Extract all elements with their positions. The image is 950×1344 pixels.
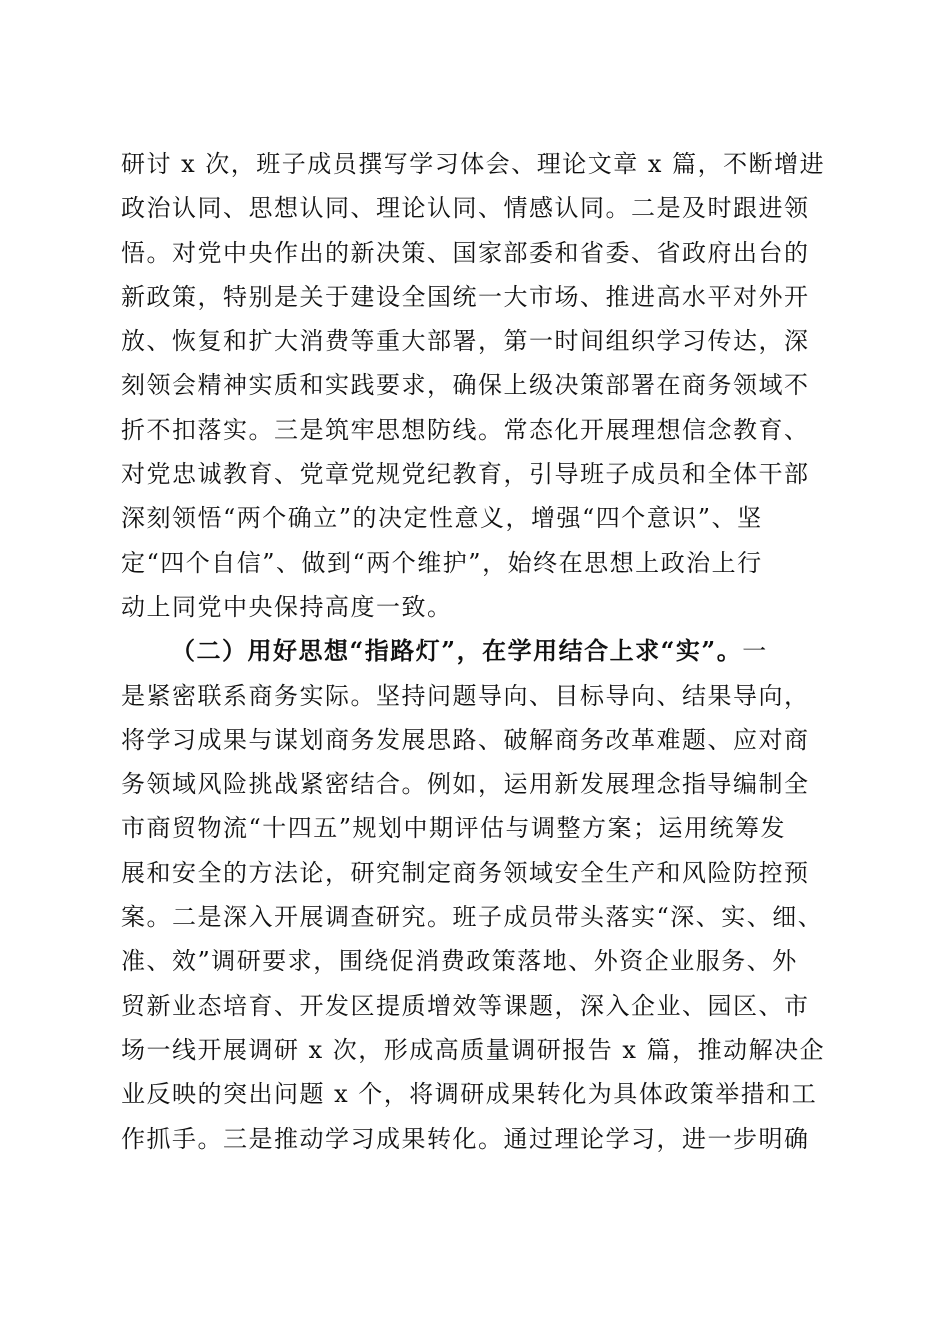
section-heading-line <box>121 629 831 673</box>
body-line: 定“四个自信”、做到“两个维护”，始终在思想上政治上行 <box>121 548 763 577</box>
body-line: 是紧密联系商务实际。坚持问题导向、目标导向、结果导向， <box>121 681 810 710</box>
document-body <box>121 142 831 1161</box>
body-line: 案。二是深入开展调查研究。班子成员带头落实“深、实、细、 <box>121 903 824 932</box>
body-line: 展和安全的方法论，研究制定商务领域安全生产和风险防控预 <box>121 858 810 887</box>
body-line: 作抓手。三是推动学习成果转化。通过理论学习，进一步明确 <box>121 1124 810 1153</box>
body-line: 深刻领悟“两个确立”的决定性意义，增强“四个意识”、坚 <box>121 504 763 533</box>
body-line: 对党忠诚教育、党章党规党纪教育，引导班子成员和全体干部 <box>121 460 810 489</box>
body-line: 业反映的突出问题 x 个，将调研成果转化为具体政策举措和工 <box>121 1080 818 1109</box>
body-line: 将学习成果与谋划商务发展思路、破解商务改革难题、应对商 <box>121 725 810 754</box>
body-line: 折不扣落实。三是筑牢思想防线。常态化开展理想信念教育、 <box>121 415 810 444</box>
body-line: 贸新业态培育、开发区提质增效等课题，深入企业、园区、市 <box>121 991 810 1020</box>
section-heading-tail: 一 <box>742 637 768 666</box>
body-line: 悟。对党中央作出的新决策、国家部委和省委、省政府出台的 <box>121 238 810 267</box>
body-line: 研讨 x 次，班子成员撰写学习体会、理论文章 x 篇，不断增进 <box>121 150 826 178</box>
body-line: 场一线开展调研 x 次，形成高质量调研报告 x 篇，推动解决企 <box>121 1035 826 1064</box>
body-line: 动上同党中央保持高度一致。 <box>121 592 453 621</box>
body-line: 务领域风险挑战紧密结合。例如，运用新发展理念指导编制全 <box>121 770 810 799</box>
body-line: 市商贸物流“十四五”规划中期评估与调整方案；运用统筹发 <box>121 814 787 843</box>
body-line: 政治认同、思想认同、理论认同、情感认同。二是及时跟进领 <box>121 194 810 223</box>
body-line: 刻领会精神实质和实践要求，确保上级决策部署在商务领域不 <box>121 371 810 400</box>
body-line: 放、恢复和扩大消费等重大部署，第一时间组织学习传达，深 <box>121 327 810 356</box>
body-line: 准、效”调研要求，围绕促消费政策落地、外资企业服务、外 <box>121 947 798 976</box>
section-heading: （二）用好思想“指路灯”，在学用结合上求“实”。 <box>171 636 743 666</box>
body-line: 新政策，特别是关于建设全国统一大市场、推进高水平对外开 <box>121 282 810 311</box>
